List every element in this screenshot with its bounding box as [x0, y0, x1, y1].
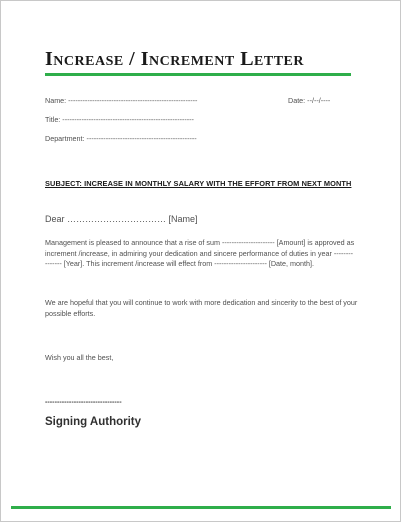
title-field-line: Title: ------------------------------------------------------- — [45, 115, 194, 124]
footer-rule — [11, 506, 391, 509]
letter-title: Increase / Increment Letter — [45, 48, 304, 70]
body-paragraph-1: Management is pleased to announce that a rise of sum ---------------------- [Amount] is approved as increment /increase, in admiring your dedication and sincere performance of duties in year --------------- [Year]. This increment /increase will effect from ---------------------- [Date, month]. — [45, 238, 355, 268]
title-underline-rule — [45, 73, 351, 76]
subject-line: SUBJECT: INCREASE IN MONTHLY SALARY WITH THE EFFORT FROM NEXT MONTH — [45, 179, 352, 188]
signing-authority: Signing Authority — [45, 416, 142, 428]
department-field-line: Department: ---------------------------------------------- — [45, 134, 197, 143]
date-field-line: Date: --/--/---- — [288, 96, 331, 105]
salutation: Dear …………………………… [Name] — [45, 214, 198, 224]
closing-line: Wish you all the best, — [45, 353, 114, 362]
name-field-line: Name: ------------------------------------------------------ — [45, 96, 198, 105]
signature-line: -------------------------------- — [45, 397, 122, 406]
body-paragraph-2: We are hopeful that you will continue to work with more dedication and sincerity to the best of your possible efforts. — [45, 298, 358, 318]
